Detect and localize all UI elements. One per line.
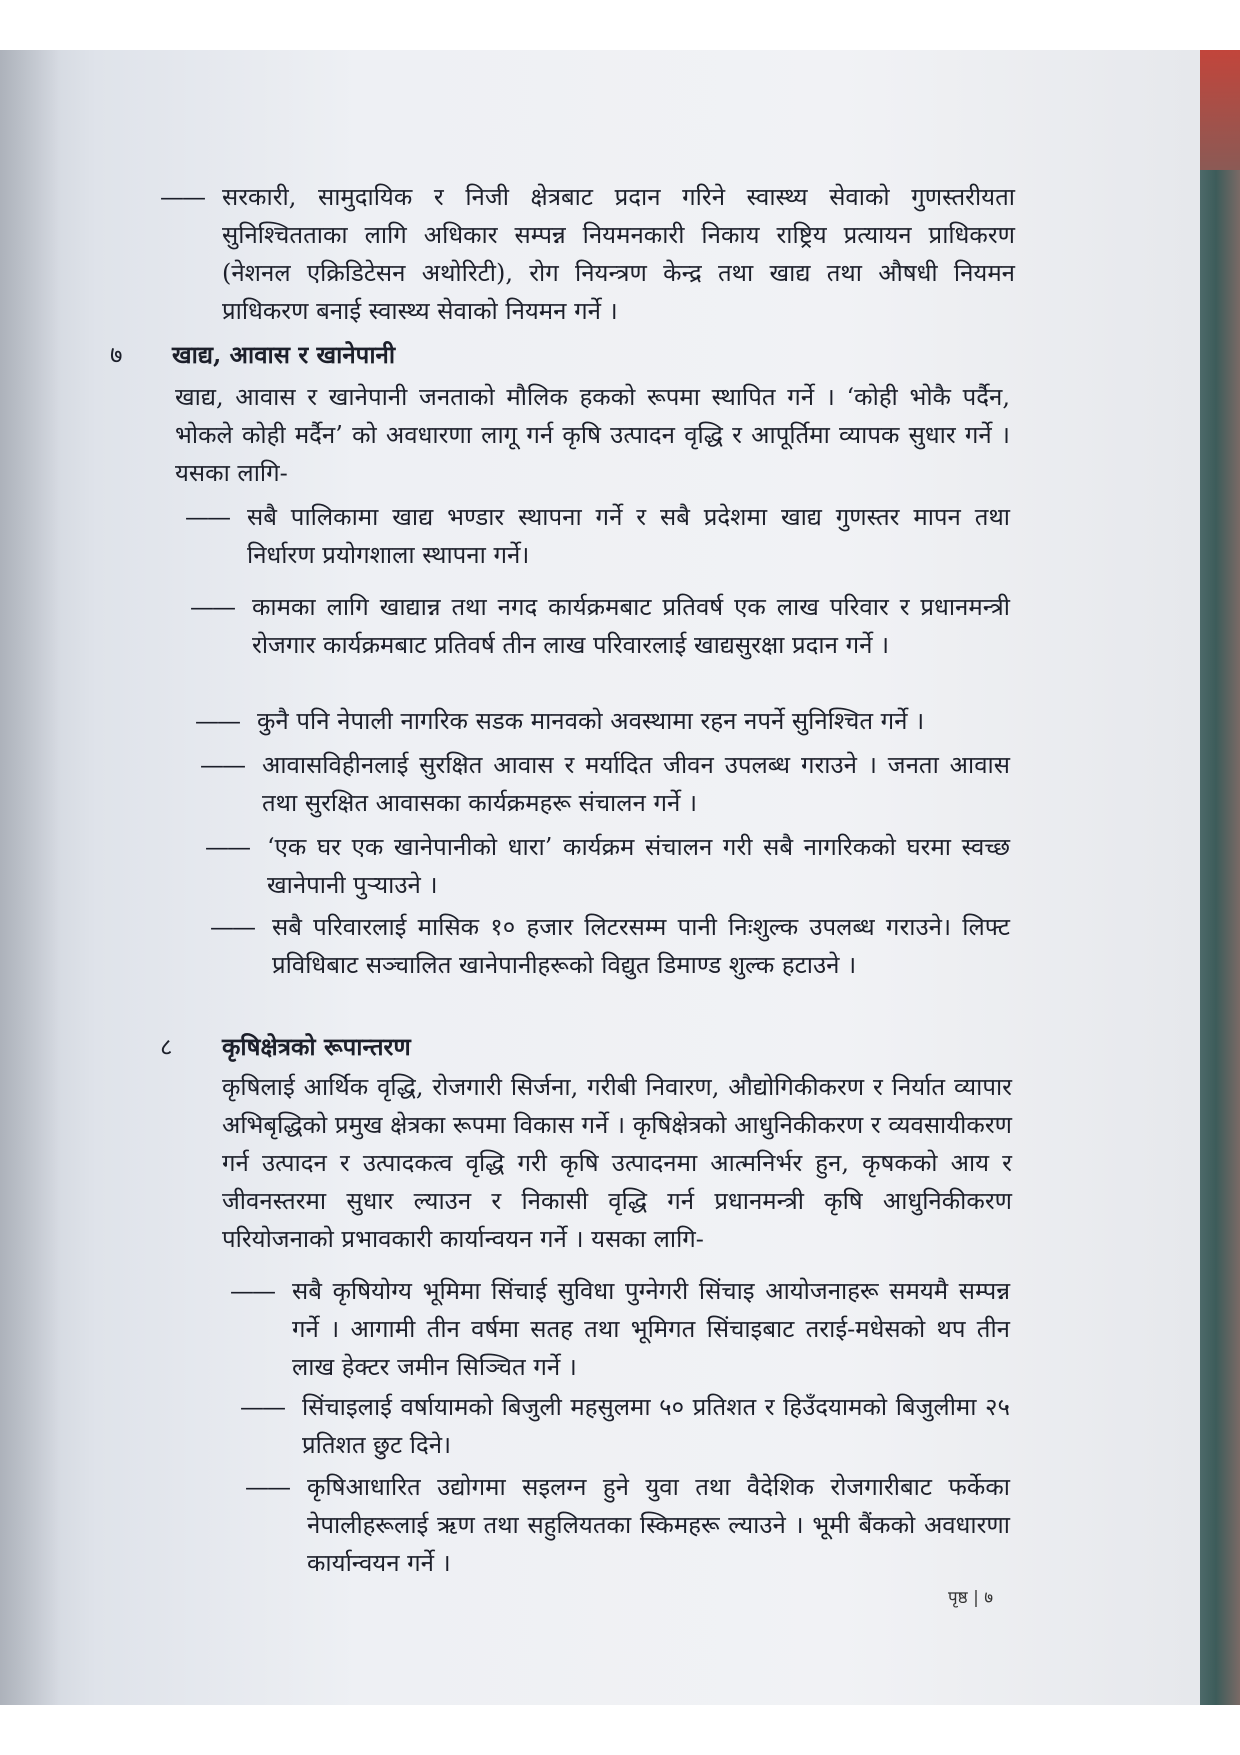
bullet-text: कामका लागि खाद्यान्न तथा नगद कार्यक्रमबाट प्रतिवर्ष एक लाख परिवार र प्रधानमन्त्री रोजगार कार्यक्रमबाट प्रतिवर्ष तीन लाख परिवारलाई खाद्यसुरक्षा प्रदान गर्ने । [252,593,1010,659]
section-8-title: कृषिक्षेत्रको रूपान्तरण [222,1032,411,1061]
bullet-text: सबै परिवारलाई मासिक १० हजार लिटरसम्म पानी निःशुल्क उपलब्ध गराउने। लिफ्ट प्रविधिबाट सञ्चालित खानेपानीहरूको विद्युत डिमाण्ड शुल्क हटाउने । [272,913,1010,979]
document-photo [0,50,1240,1705]
bullet-dash: —— [190,593,234,621]
bullet-dash: —— [240,1393,284,1421]
page-number [948,1585,993,1608]
section-7-bullet [190,588,1010,664]
bullet-text: सिंचाइलाई वर्षायामको बिजुली महसुलमा ५० प्रतिशत र हिउँदयामको बिजुलीमा २५ प्रतिशत छुट दिने। [302,1393,1010,1459]
bullet-dash: —— [205,833,249,861]
bullet-dash: —— [210,913,254,941]
bullet-text: आवासविहीनलाई सुरक्षित आवास र मर्यादित जीवन उपलब्ध गराउने । जनता आवास तथा सुरक्षित आवासका कार्यक्रमहरू संचालन गर्ने । [262,751,1010,817]
section-7-title: खाद्य, आवास र खानेपानी [172,340,396,369]
section-8-number: ८ [160,1033,173,1061]
intro-bullet [160,178,1015,330]
section-8-bullet [230,1272,1010,1386]
page-content [0,50,1200,1705]
bullet-dash: —— [160,183,204,211]
section-7-bullet [200,746,1010,822]
bullet-dash: —— [185,503,229,531]
bullet-dash: —— [200,751,244,779]
bullet-text: सबै कृषियोग्य भूमिमा सिंचाई सुविधा पुग्नेगरी सिंचाइ आयोजनाहरू समयमै सम्पन्न गर्ने । आगामी तीन वर्षमा सतह तथा भूमिगत सिंचाइबाट तराई-मधेसको थप तीन लाख हेक्टर जमीन सिञ्चित गर्ने । [292,1277,1010,1381]
section-7-intro: खाद्य, आवास र खानेपानी जनताको मौलिक हकको रूपमा स्थापित गर्ने । ‘कोही भोकै पर्दैन, भोकले कोही मर्दैन’ को अवधारणा लागू गर्न कृषि उत्पादन वृद्धि र आपूर्तिमा व्यापक सुधार गर्ने । यसका लागि- [175,383,1010,487]
section-8-intro: कृषिलाई आर्थिक वृद्धि, रोजगारी सिर्जना, गरीबी निवारण, औद्योगिकीकरण र निर्यात व्यापार अभिबृद्धिको प्रमुख क्षेत्रका रूपमा विकास गर्ने । कृषिक्षेत्रको आधुनिकीकरण र व्यवसायीकरण गर्न उत्पादन र उत्पादकत्व वृद्धि गरी कृषि उत्पादनमा आत्मनिर्भर हुन, कृषकको आय र जीवनस्तरमा सुधार ल्याउन र निकासी वृद्धि गर्न प्रधानमन्त्री कृषि आधुनिकीकरण परियोजनाको प्रभावकारी कार्यान्वयन गर्ने । यसका लागि- [222,1073,1012,1253]
section-7-bullet [195,702,1010,740]
bullet-text: सबै पालिकामा खाद्य भण्डार स्थापना गर्ने र सबै प्रदेशमा खाद्य गुणस्तर मापन तथा निर्धारण प्रयोगशाला स्थापना गर्ने। [247,503,1010,569]
bullet-dash: —— [195,707,239,735]
section-8-bullet [240,1388,1010,1464]
section-8-heading [160,1030,411,1064]
bullet-text: ‘एक घर एक खानेपानीको धारा’ कार्यक्रम संचालन गरी सबै नागरिकको घरमा स्वच्छ खानेपानी पुऱ्याउने । [267,833,1010,899]
section-7-bullet [185,498,1010,574]
intro-bullet-text: सरकारी, सामुदायिक र निजी क्षेत्रबाट प्रदान गरिने स्वास्थ्य सेवाको गुणस्तरीयता सुनिश्चितताका लागि अधिकार सम्पन्न नियमनकारी निकाय राष्ट्रिय प्रत्यायन प्राधिकरण (नेशनल एक्रिडिटेसन अथोरिटी), रोग नियन्त्रण केन्द्र तथा खाद्य तथा औषधी नियमन प्राधिकरण बनाई स्वास्थ्य सेवाको नियमन गर्ने । [222,183,1015,325]
section-7-bullet [210,908,1010,984]
page-label: पृष्ठ [948,1588,968,1608]
bullet-dash: —— [230,1277,274,1305]
section-7-heading [110,338,395,372]
section-8-bullet [245,1468,1010,1582]
bullet-dash: —— [245,1473,289,1501]
section-7-bullet [205,828,1010,904]
section-7-number: ७ [110,341,123,369]
page-separator: | [973,1588,979,1608]
page-value: ७ [984,1588,994,1608]
bullet-text: कृषिआधारित उद्योगमा सइलग्न हुने युवा तथा वैदेशिक रोजगारीबाट फर्केका नेपालीहरूलाई ऋण तथा सहुलियतका स्किमहरू ल्याउने । भूमी बैंकको अवधारणा कार्यान्वयन गर्ने । [307,1473,1010,1577]
bullet-text: कुनै पनि नेपाली नागरिक सडक मानवको अवस्थामा रहन नपर्ने सुनिश्चित गर्ने । [257,707,925,735]
